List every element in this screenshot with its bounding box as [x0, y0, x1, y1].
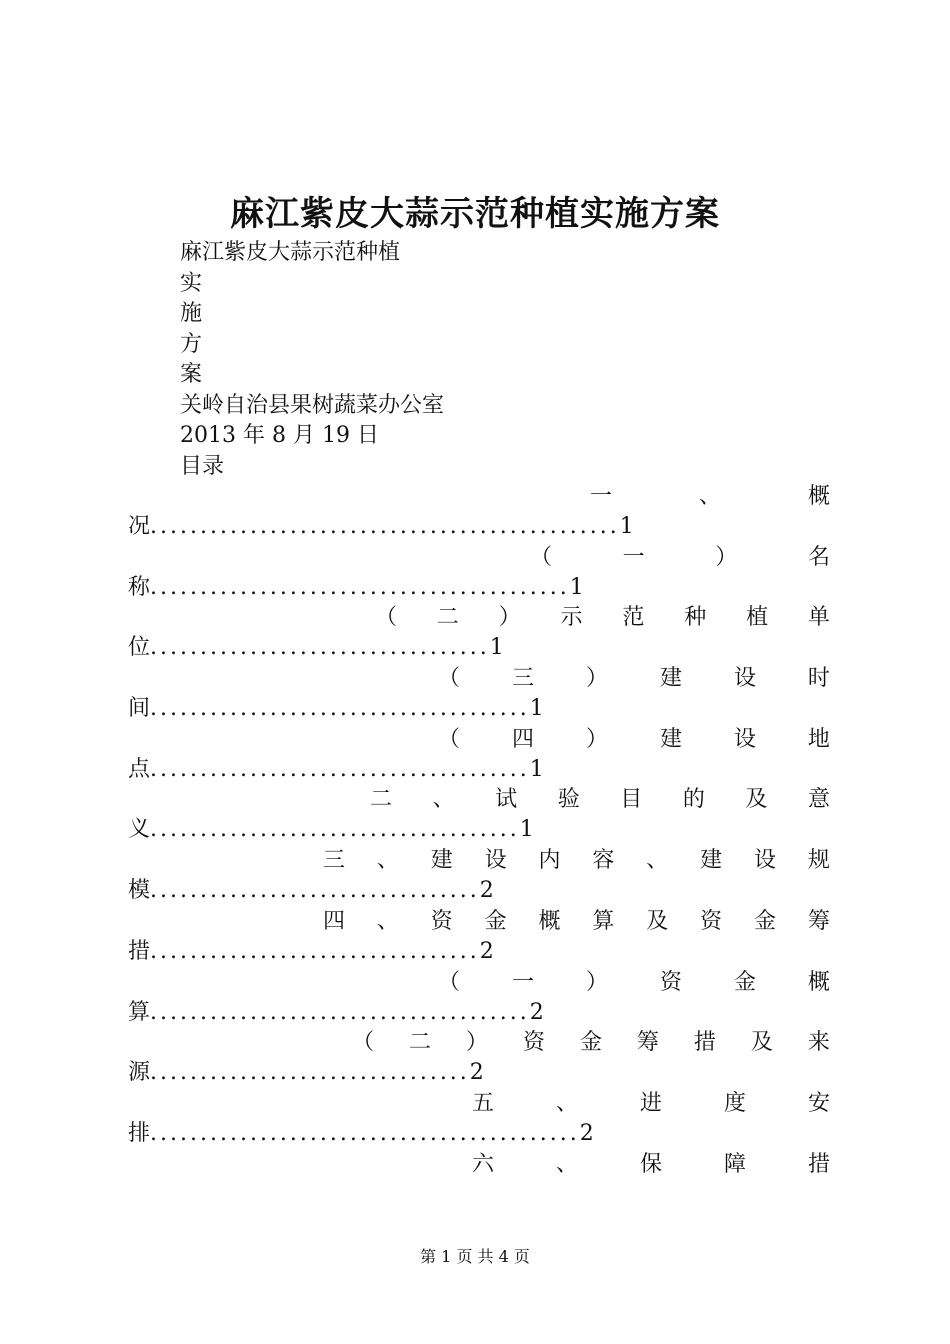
toc-page-number: 2	[529, 999, 544, 1025]
toc-title-char: 资	[522, 1030, 545, 1056]
toc-title-char: 三	[323, 848, 346, 874]
toc-leader-line	[128, 937, 494, 967]
toc-title-char: 容	[592, 848, 615, 874]
toc-title-char: 措	[807, 1151, 830, 1177]
toc-title-char: 三	[511, 666, 534, 692]
toc-title-char: 单	[807, 605, 830, 631]
toc-title-char: 地	[807, 726, 830, 752]
toc-dot-leader: ......................................	[150, 999, 530, 1025]
toc-entry[interactable]	[128, 968, 830, 1029]
toc-entry-title	[472, 1089, 830, 1119]
toc-title-char: 、	[555, 1151, 578, 1177]
toc-entry-title	[323, 907, 830, 937]
toc-leader-line	[128, 755, 544, 785]
cover-line-office: 关岭自治县果树蔬菜办公室	[180, 392, 445, 418]
toc-title-char: 保	[639, 1151, 662, 1177]
toc-title-char: 四	[511, 726, 534, 752]
toc-title-last-char: 称	[128, 574, 151, 600]
toc-title-char: 二	[436, 605, 459, 631]
toc-title-last-char: 间	[128, 696, 151, 722]
toc-title-char: 金	[484, 908, 507, 934]
toc-entry[interactable]	[128, 725, 830, 786]
toc-title-char: 目	[620, 787, 643, 813]
toc-title-char: 、	[698, 484, 721, 509]
toc-title-char: （	[438, 969, 461, 995]
toc-title-char: 设	[733, 726, 756, 752]
toc-entry[interactable]	[128, 785, 830, 846]
toc-title-char: 名	[807, 544, 830, 570]
toc-title-char: 金	[733, 969, 756, 995]
toc-title-char: 金	[754, 908, 777, 934]
toc-title-last-char: 算	[128, 999, 151, 1025]
cover-line-date: 2013 年 8 月 19 日	[180, 423, 379, 448]
toc-title-char: 建	[659, 666, 682, 692]
toc-entry[interactable]	[128, 603, 830, 664]
toc-title-last-char: 模	[128, 878, 151, 904]
toc-title-char: 、	[376, 848, 399, 874]
toc-title-char: （	[375, 605, 398, 631]
toc-title-char: 意	[807, 787, 830, 813]
toc-dot-leader: ......................................	[150, 696, 530, 722]
toc-title-char: 概	[538, 908, 561, 934]
toc-title-last-char: 措	[128, 938, 151, 964]
toc-leader-line	[128, 512, 634, 542]
toc-dot-leader: ................................	[150, 1060, 470, 1086]
toc-title-char: 示	[560, 605, 583, 631]
toc-entry-title	[438, 725, 830, 755]
toc-entry[interactable]	[128, 846, 830, 907]
toc-leader-line	[128, 815, 534, 845]
toc-title-last-char: 况	[128, 514, 151, 539]
toc-title-char: 资	[659, 969, 682, 995]
toc-entry[interactable]	[128, 1089, 830, 1150]
toc-title-char: 障	[723, 1151, 746, 1177]
toc-title-char: 范	[622, 605, 645, 631]
toc-dot-leader: ..........................................	[150, 574, 570, 600]
toc-title-char: 五	[472, 1090, 495, 1116]
toc-title-char: 进	[639, 1090, 662, 1116]
toc-title-last-char: 源	[128, 1060, 151, 1086]
toc-entry-title	[438, 664, 830, 694]
toc-title-char: 设	[733, 666, 756, 692]
toc-entry[interactable]	[128, 482, 830, 543]
toc-dot-leader: ......................................	[150, 756, 530, 782]
toc-title-char: （	[530, 544, 553, 570]
toc-entry-title	[530, 543, 830, 573]
toc-title-char: 度	[723, 1090, 746, 1116]
toc-page-number: 1	[529, 696, 544, 722]
toc-heading: 目录	[180, 453, 225, 479]
toc-title-char: 二	[408, 1030, 431, 1056]
toc-title-char: 内	[538, 848, 561, 874]
toc-title-last-char: 点	[128, 756, 151, 782]
toc-entry-title	[352, 1028, 830, 1058]
toc-page-number: 1	[569, 574, 584, 600]
toc-title-char: 四	[323, 908, 346, 934]
toc-title-char: ）	[585, 969, 608, 995]
toc-page-number: 1	[529, 756, 544, 782]
toc-entry[interactable]	[128, 1028, 830, 1089]
toc-title-char: 、	[555, 1090, 578, 1116]
toc-title-char: 设	[484, 848, 507, 874]
toc-title-char: 建	[430, 848, 453, 874]
toc-entry-title	[590, 482, 830, 512]
toc-title-char: 的	[682, 787, 705, 813]
toc-entry[interactable]	[128, 543, 830, 604]
toc-page-number: 2	[469, 1060, 484, 1086]
toc-entry[interactable]	[128, 664, 830, 725]
toc-title-char: 一	[590, 484, 613, 509]
cover-line: 方	[180, 331, 203, 357]
toc-leader-line	[128, 1058, 484, 1088]
toc-page-number: 1	[519, 817, 534, 843]
toc-title-char: ）	[585, 666, 608, 692]
toc-title-char: 、	[376, 908, 399, 934]
toc-title-char: （	[352, 1030, 375, 1056]
toc-entry-title	[323, 846, 830, 876]
toc-title-char: ）	[498, 605, 521, 631]
toc-title-last-char: 义	[128, 817, 151, 843]
toc-title-char: 六	[472, 1151, 495, 1177]
toc-dot-leader: ...........................................	[150, 1120, 580, 1146]
toc-title-char: 概	[807, 969, 830, 995]
toc-title-char: 筹	[807, 908, 830, 934]
toc-dot-leader: ..................................	[150, 635, 490, 661]
toc-title-char: ）	[715, 544, 738, 570]
toc-page-number: 2	[479, 938, 494, 964]
cover-line: 案	[180, 362, 203, 387]
toc-title-last-char: 位	[128, 635, 151, 661]
table-of-contents	[128, 482, 830, 1210]
toc-title-char: 建	[700, 848, 723, 874]
toc-leader-line	[128, 1119, 594, 1149]
toc-title-char: 一	[511, 969, 534, 995]
toc-entry-title	[438, 968, 830, 998]
toc-title-char: 措	[693, 1030, 716, 1056]
toc-title-char: 概	[807, 484, 830, 509]
toc-dot-leader: .....................................	[150, 817, 520, 843]
toc-leader-line	[128, 573, 584, 603]
toc-title-char: ）	[585, 726, 608, 752]
toc-title-char: 及	[646, 908, 669, 934]
toc-title-char: 筹	[636, 1030, 659, 1056]
toc-title-char: 及	[745, 787, 768, 813]
toc-title-char: ）	[465, 1030, 488, 1056]
toc-dot-leader: ...............................................	[150, 514, 620, 539]
toc-title-char: 、	[646, 848, 669, 874]
toc-title-char: （	[438, 666, 461, 692]
toc-entry[interactable]	[128, 1150, 830, 1211]
toc-title-char: 算	[592, 908, 615, 934]
toc-page-number: 2	[479, 878, 494, 904]
toc-title-char: 二	[370, 787, 393, 813]
document-title: 麻江紫皮大蒜示范种植实施方案	[230, 194, 720, 234]
toc-title-char: 及	[750, 1030, 773, 1056]
toc-title-char: 种	[684, 605, 707, 631]
toc-entry-title	[472, 1150, 830, 1180]
page-footer: 第 1 页 共 4 页	[420, 1247, 530, 1266]
toc-title-char: 安	[807, 1090, 830, 1116]
cover-block	[180, 238, 444, 482]
toc-title-char: 资	[700, 908, 723, 934]
toc-title-last-char: 排	[128, 1120, 151, 1146]
toc-leader-line	[128, 876, 494, 906]
toc-title-char: 规	[807, 848, 830, 874]
toc-title-char: 验	[557, 787, 580, 813]
toc-entry[interactable]	[128, 907, 830, 968]
cover-line: 麻江紫皮大蒜示范种植	[180, 240, 401, 265]
toc-title-char: 植	[746, 605, 769, 631]
toc-dot-leader: .................................	[150, 938, 480, 964]
toc-page-number: 2	[579, 1120, 594, 1146]
toc-leader-line	[128, 633, 504, 663]
toc-entry-title	[375, 603, 830, 633]
toc-title-char: 、	[432, 787, 455, 813]
toc-title-char: 来	[807, 1030, 830, 1056]
toc-title-char: 资	[430, 908, 453, 934]
toc-entry-title	[370, 785, 830, 815]
toc-title-char: 时	[807, 666, 830, 692]
toc-leader-line	[128, 694, 544, 724]
toc-page-number: 1	[619, 514, 634, 539]
toc-title-char: 设	[754, 848, 777, 874]
toc-title-char: 一	[622, 544, 645, 570]
toc-title-char: （	[438, 726, 461, 752]
toc-leader-line	[128, 998, 544, 1028]
toc-page-number: 1	[489, 635, 504, 661]
toc-title-char: 试	[495, 787, 518, 813]
cover-line: 实	[180, 270, 203, 296]
toc-title-char: 建	[659, 726, 682, 752]
cover-line: 施	[180, 301, 203, 326]
toc-dot-leader: .................................	[150, 878, 480, 904]
toc-title-char: 金	[579, 1030, 602, 1056]
